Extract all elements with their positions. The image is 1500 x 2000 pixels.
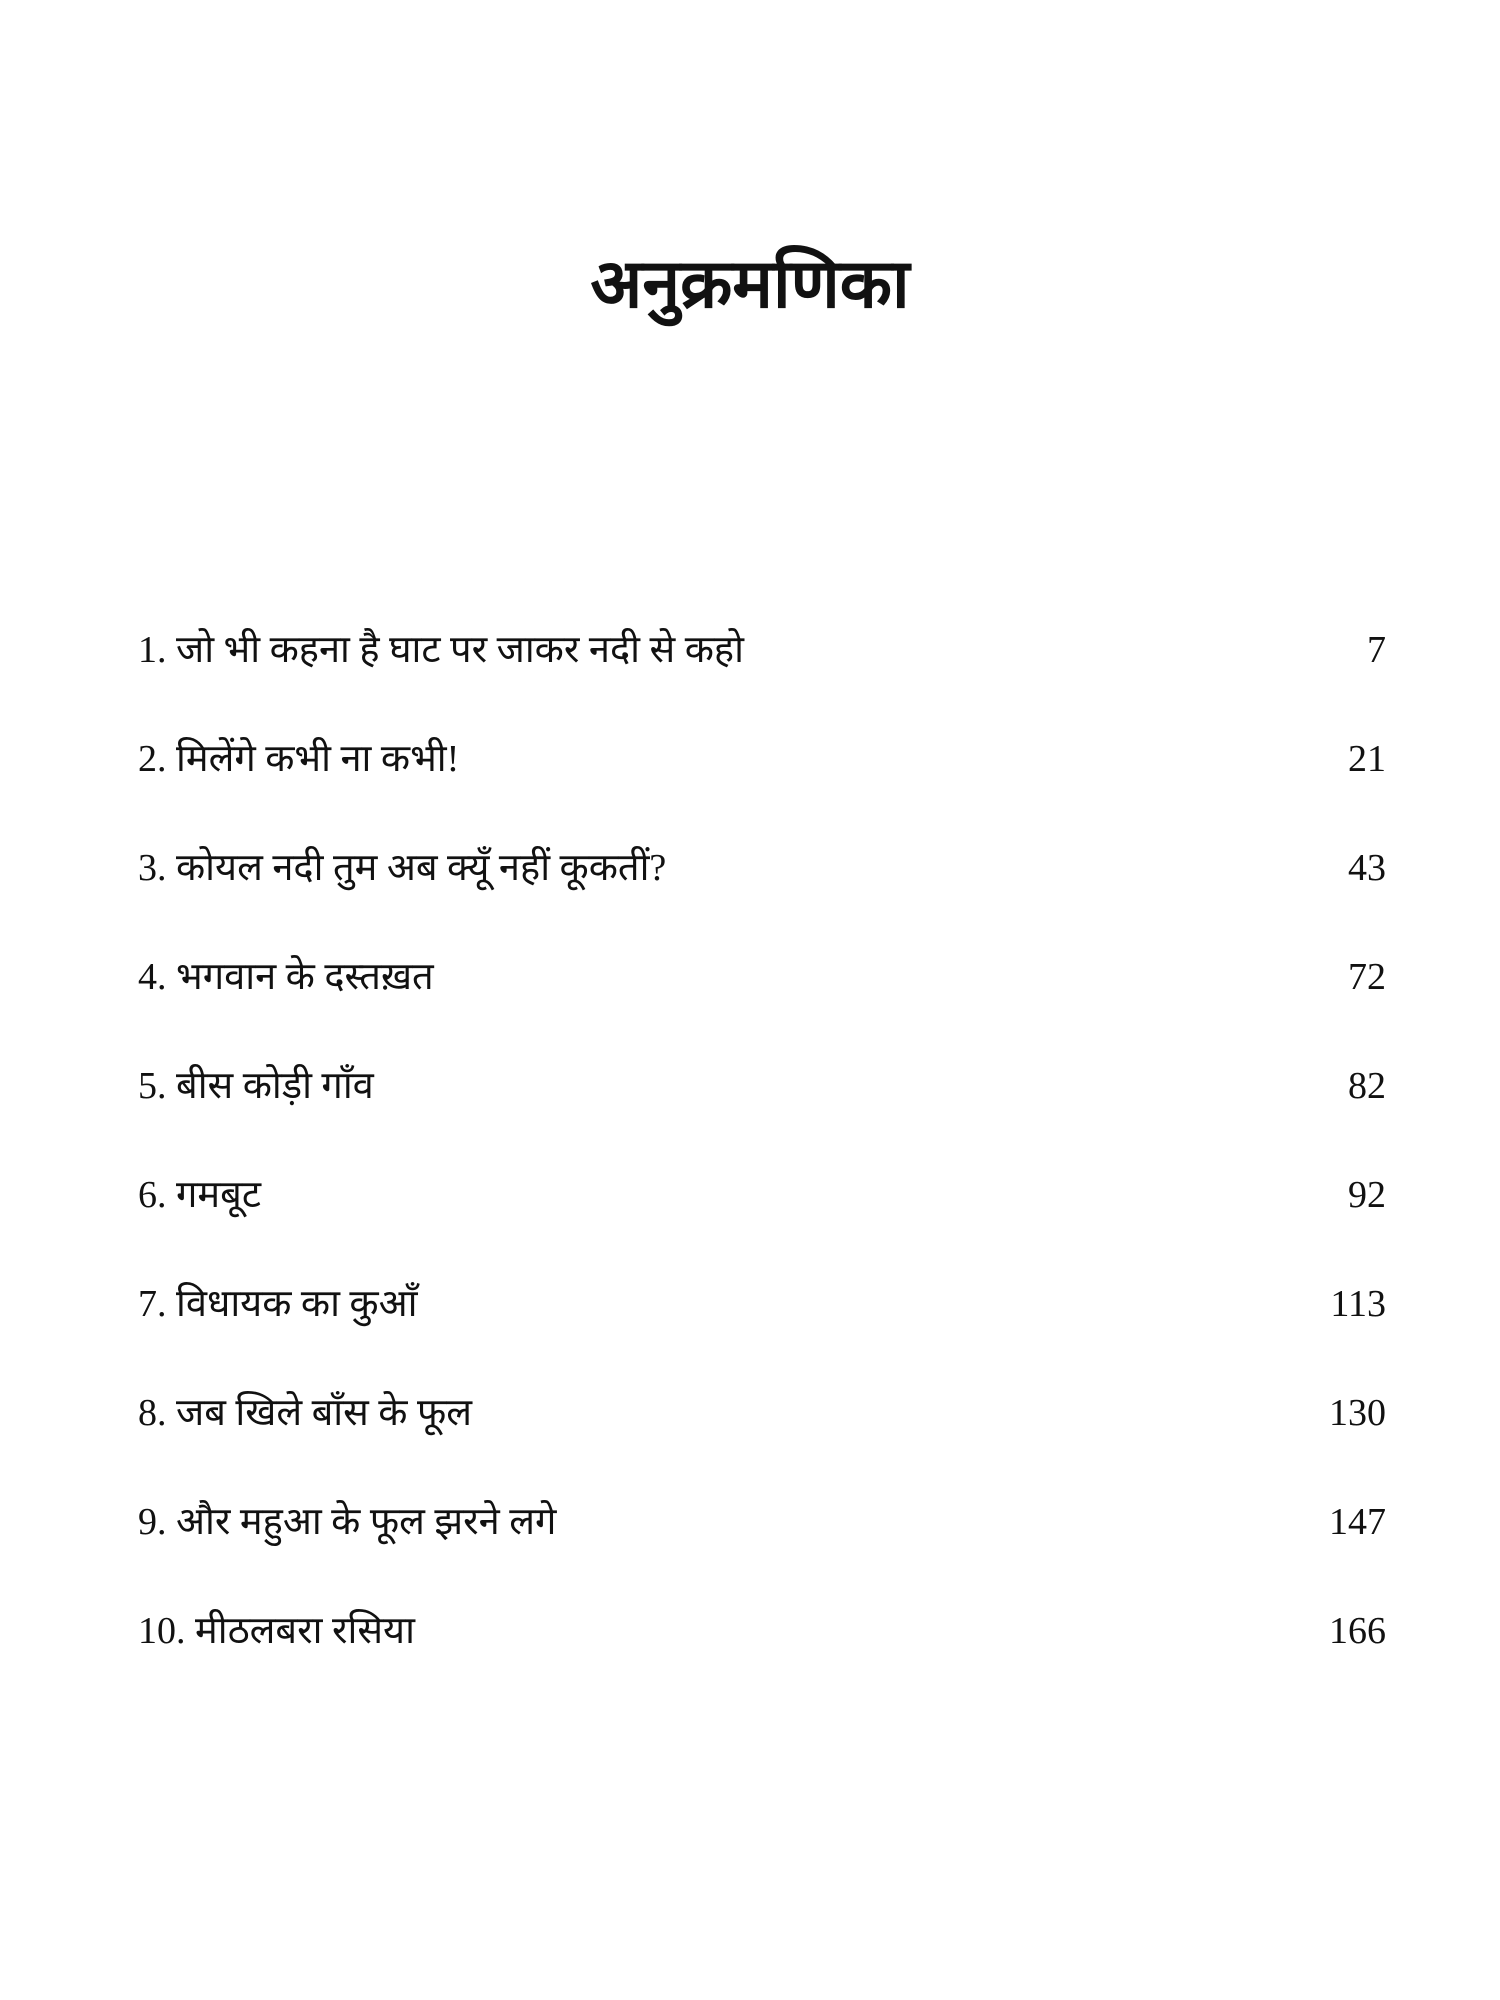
toc-entry [138,1383,1386,1492]
toc-entry [138,1274,1386,1383]
toc-entry-page-number: 72 [1348,956,1386,998]
toc-entry-page-number: 7 [1367,629,1386,671]
toc-entry-title: 5. बीस कोड़ी गाँव [138,1065,374,1107]
toc-entry [138,729,1386,838]
toc-entry-title: 1. जो भी कहना है घाट पर जाकर नदी से कहो [138,629,744,671]
toc-entry-page-number: 130 [1329,1392,1386,1434]
toc-entry-page-number: 82 [1348,1065,1386,1107]
toc-entry [138,947,1386,1056]
toc-entry-title: 3. कोयल नदी तुम अब क्यूँ नहीं कूकतीं? [138,847,667,889]
toc-entry [138,838,1386,947]
table-of-contents [138,620,1386,1710]
toc-entry-page-number: 92 [1348,1174,1386,1216]
toc-entry-title: 8. जब खिले बाँस के फूल [138,1392,473,1434]
toc-entry [138,1492,1386,1601]
toc-entry [138,1056,1386,1165]
toc-entry-page-number: 21 [1348,738,1386,780]
toc-entry-page-number: 43 [1348,847,1386,889]
toc-entry-title: 2. मिलेंगे कभी ना कभी! [138,738,460,780]
toc-entry [138,1601,1386,1710]
toc-entry-page-number: 147 [1329,1501,1386,1543]
toc-entry [138,1165,1386,1274]
toc-entry-title: 7. विधायक का कुआँ [138,1283,418,1325]
toc-entry-page-number: 166 [1329,1610,1386,1652]
toc-entry-page-number: 113 [1330,1283,1386,1325]
toc-entry-title: 9. और महुआ के फूल झरने लगे [138,1501,557,1543]
toc-entry-title: 6. गमबूट [138,1174,261,1216]
toc-entry-title: 10. मीठलबरा रसिया [138,1610,415,1652]
toc-entry [138,620,1386,729]
toc-entry-title: 4. भगवान के दस्तख़त [138,956,434,998]
page-title: अनुक्रमणिका [590,245,910,324]
